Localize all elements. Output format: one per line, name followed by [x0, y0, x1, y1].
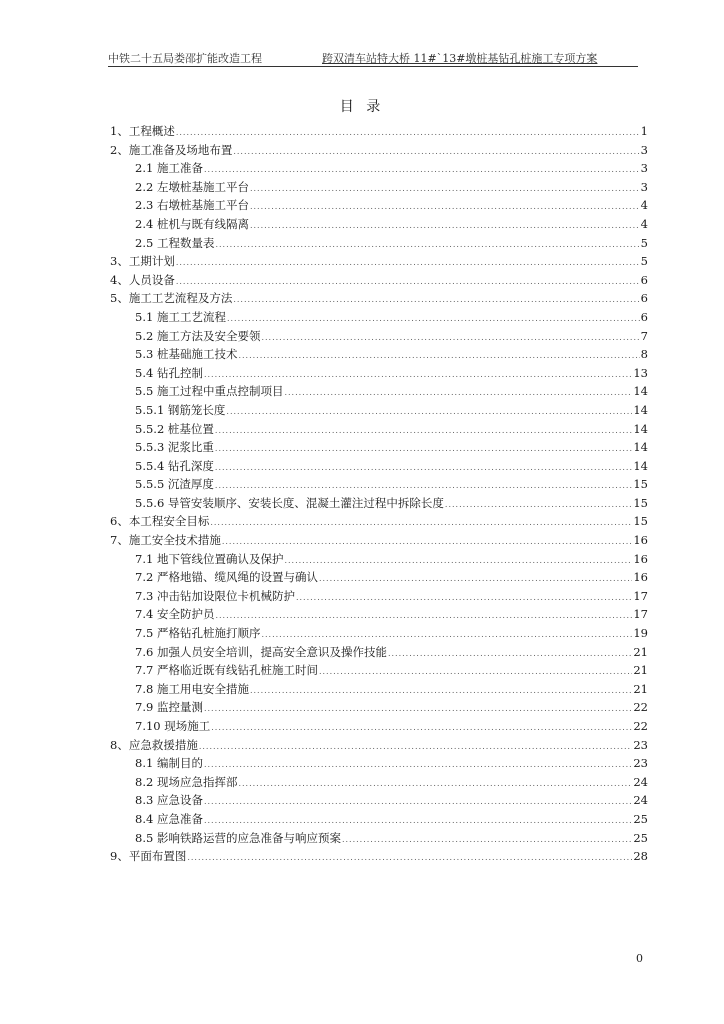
- toc-entry-label: 5、施工工艺流程及方法: [110, 291, 233, 306]
- toc-entry-label: 2.1 施工准备: [135, 161, 203, 176]
- toc-entry-label: 7.4 安全防护员: [135, 607, 215, 622]
- toc-entry[interactable]: [110, 737, 648, 756]
- toc-entry-label: 4、人员设备: [110, 272, 175, 287]
- toc-entry-page-number: 3: [640, 179, 648, 194]
- toc-subentry[interactable]: [110, 644, 648, 663]
- toc-subentry[interactable]: [110, 718, 648, 737]
- toc-entry-label: 8.3 应急设备: [135, 793, 203, 808]
- toc-entry-label: 7、施工安全技术措施: [110, 533, 221, 548]
- toc-entry-label: 5.4 钻孔控制: [135, 365, 203, 380]
- toc-entry-page-number: 21: [633, 663, 648, 678]
- toc-entry-label: 6、本工程安全目标: [110, 514, 210, 529]
- toc-subentry[interactable]: [110, 160, 648, 179]
- toc-subentry[interactable]: [110, 346, 648, 365]
- toc-subentry[interactable]: [110, 662, 648, 681]
- toc-subentry[interactable]: [110, 681, 648, 700]
- toc-entry-label: 3、工期计划: [110, 254, 175, 269]
- toc-subentry[interactable]: [110, 235, 648, 254]
- toc-entry-label: 8.4 应急准备: [135, 811, 203, 826]
- dot-leader: [261, 630, 632, 639]
- toc-subentry[interactable]: [110, 606, 648, 625]
- toc-entry-label: 8.5 影响铁路运营的应急准备与响应预案: [135, 830, 341, 845]
- dot-leader: [176, 258, 640, 267]
- table-of-contents: [110, 123, 648, 867]
- toc-subentry[interactable]: [110, 328, 648, 347]
- toc-entry-page-number: 7: [640, 328, 648, 343]
- dot-leader: [204, 165, 640, 174]
- toc-entry-page-number: 19: [633, 626, 648, 641]
- toc-entry-page-number: 21: [633, 681, 648, 696]
- header-project-name: 中铁二十五局娄邵扩能改造工程: [108, 52, 262, 65]
- toc-entry-page-number: 3: [640, 161, 648, 176]
- toc-entry-label: 7.1 地下管线位置确认及保护: [135, 551, 284, 566]
- toc-entry-label: 5.5.6 导管安装顺序、安装长度、混凝土灌注过程中拆除长度: [135, 495, 444, 510]
- toc-entry-page-number: 6: [640, 309, 648, 324]
- toc-entry-page-number: 23: [633, 756, 648, 771]
- toc-subentry[interactable]: [110, 365, 648, 384]
- toc-subentry[interactable]: [110, 197, 648, 216]
- toc-subentry[interactable]: [110, 792, 648, 811]
- dot-leader: [284, 556, 632, 565]
- toc-entry-page-number: 15: [633, 477, 648, 492]
- toc-entry-label: 7.9 监控量测: [135, 700, 203, 715]
- toc-entry-label: 5.5.5 沉渣厚度: [135, 477, 214, 492]
- dot-leader: [233, 147, 639, 156]
- toc-entry[interactable]: [110, 290, 648, 309]
- dot-leader: [445, 500, 632, 509]
- toc-entry-label: 5.2 施工方法及安全要领: [135, 328, 261, 343]
- toc-entry[interactable]: [110, 272, 648, 291]
- toc-entry-label: 7.8 施工用电安全措施: [135, 681, 249, 696]
- toc-entry-label: 8.2 现场应急指挥部: [135, 774, 238, 789]
- toc-entry[interactable]: [110, 142, 648, 161]
- toc-entry-page-number: 6: [640, 272, 648, 287]
- toc-subentry[interactable]: [110, 383, 648, 402]
- toc-entry-label: 7.6 加强人员安全培训，提高安全意识及操作技能: [135, 644, 387, 659]
- toc-entry-page-number: 4: [640, 216, 648, 231]
- toc-entry-label: 8、应急救援措施: [110, 737, 198, 752]
- toc-entry-page-number: 13: [633, 365, 648, 380]
- toc-subentry[interactable]: [110, 699, 648, 718]
- toc-subentry[interactable]: [110, 625, 648, 644]
- toc-entry-label: 7.7 严格临近既有线钻孔桩施工时间: [135, 663, 318, 678]
- toc-entry-page-number: 25: [633, 830, 648, 845]
- dot-leader: [215, 481, 632, 490]
- toc-entry-label: 2.3 右墩桩基施工平台: [135, 198, 249, 213]
- toc-entry-page-number: 1: [640, 124, 648, 138]
- toc-entry-page-number: 15: [633, 514, 648, 529]
- dot-leader: [187, 853, 632, 862]
- header-document-name: 跨双清车站特大桥 11#`13#墩桩基钻孔桩施工专项方案: [322, 52, 598, 65]
- toc-subentry[interactable]: [110, 439, 648, 458]
- dot-leader: [215, 611, 632, 620]
- toc-entry-label: 5.1 施工工艺流程: [135, 309, 226, 324]
- dot-leader: [261, 333, 639, 342]
- toc-entry-page-number: 17: [633, 588, 648, 603]
- toc-entry-label: 7.10 现场施工: [135, 719, 211, 733]
- dot-leader: [250, 221, 640, 230]
- dot-leader: [319, 667, 632, 676]
- toc-subentry[interactable]: [110, 830, 648, 849]
- toc-entry-page-number: 8: [640, 347, 648, 362]
- toc-subentry[interactable]: [110, 179, 648, 198]
- toc-subentry[interactable]: [110, 216, 648, 235]
- dot-leader: [204, 760, 632, 769]
- toc-entry-page-number: 22: [633, 700, 648, 715]
- toc-entry-page-number: 14: [633, 440, 648, 455]
- toc-entry-page-number: 16: [633, 533, 648, 548]
- dot-leader: [319, 574, 632, 583]
- dot-leader: [176, 277, 640, 286]
- toc-entry-label: 5.5.1 钢筋笼长度: [135, 402, 226, 417]
- toc-entry[interactable]: [110, 532, 648, 551]
- dot-leader: [238, 351, 639, 360]
- dot-leader: [204, 797, 632, 806]
- toc-subentry[interactable]: [110, 421, 648, 440]
- toc-entry-page-number: 3: [640, 142, 648, 157]
- toc-entry[interactable]: [110, 123, 648, 142]
- dot-leader: [204, 816, 632, 825]
- toc-entry-page-number: 14: [633, 458, 648, 473]
- dot-leader: [222, 537, 633, 546]
- toc-entry-page-number: 14: [633, 384, 648, 399]
- toc-entry-label: 5.5.2 桩基位置: [135, 421, 214, 436]
- toc-entry-label: 7.5 严格钻孔桩施打顺序: [135, 626, 261, 641]
- dot-leader: [388, 649, 632, 658]
- toc-entry-page-number: 24: [633, 793, 648, 808]
- toc-entry-page-number: 21: [633, 644, 648, 659]
- page-number: 0: [636, 952, 643, 965]
- toc-entry-page-number: 14: [633, 421, 648, 436]
- toc-entry-label: 2.4 桩机与既有线隔离: [135, 216, 249, 231]
- toc-entry-label: 2、施工准备及场地布置: [110, 142, 233, 157]
- toc-entry-label: 9、平面布置图: [110, 849, 187, 864]
- page-header: [108, 48, 638, 67]
- toc-entry-page-number: 5: [640, 254, 648, 269]
- toc-subentry[interactable]: [110, 476, 648, 495]
- toc-entry[interactable]: [110, 253, 648, 272]
- toc-entry-label: 2.2 左墩桩基施工平台: [135, 179, 249, 194]
- toc-entry-label: 1、工程概述: [110, 124, 175, 138]
- dot-leader: [204, 370, 632, 379]
- toc-entry-page-number: 6: [640, 291, 648, 306]
- toc-subentry[interactable]: [110, 458, 648, 477]
- toc-entry-page-number: 16: [633, 570, 648, 585]
- dot-leader: [211, 723, 632, 732]
- dot-leader: [238, 779, 632, 788]
- toc-entry-page-number: 23: [633, 737, 648, 752]
- dot-leader: [199, 742, 633, 751]
- toc-title: 目 录: [339, 99, 385, 115]
- toc-subentry[interactable]: [110, 569, 648, 588]
- toc-entry-label: 5.5.3 泥浆比重: [135, 440, 214, 455]
- toc-entry-label: 5.5.4 钻孔深度: [135, 458, 214, 473]
- dot-leader: [226, 407, 632, 416]
- toc-subentry[interactable]: [110, 588, 648, 607]
- dot-leader: [215, 444, 632, 453]
- toc-entry-page-number: 5: [640, 235, 648, 250]
- toc-subentry[interactable]: [110, 774, 648, 793]
- toc-subentry[interactable]: [110, 551, 648, 570]
- dot-leader: [284, 388, 632, 397]
- toc-entry-page-number: 17: [633, 607, 648, 622]
- dot-leader: [233, 295, 639, 304]
- toc-entry-page-number: 15: [633, 495, 648, 510]
- toc-entry-label: 7.2 严格地锚、缆风绳的设置与确认: [135, 570, 318, 585]
- dot-leader: [250, 686, 632, 695]
- dot-leader: [210, 518, 632, 527]
- toc-entry-page-number: 28: [633, 849, 648, 864]
- dot-leader: [250, 184, 640, 193]
- toc-entry-page-number: 22: [633, 719, 648, 733]
- toc-entry-page-number: 14: [633, 402, 648, 417]
- toc-subentry[interactable]: [110, 309, 648, 328]
- toc-entry-page-number: 24: [633, 774, 648, 789]
- dot-leader: [215, 240, 639, 249]
- dot-leader: [250, 202, 640, 211]
- toc-subentry[interactable]: [110, 811, 648, 830]
- toc-entry-label: 8.1 编制目的: [135, 756, 203, 771]
- toc-entry-label: 5.5 施工过程中重点控制项目: [135, 384, 284, 399]
- toc-entry-label: 2.5 工程数量表: [135, 235, 215, 250]
- toc-subentry[interactable]: [110, 755, 648, 774]
- toc-entry-label: 5.3 桩基础施工技术: [135, 347, 238, 362]
- toc-entry-label: 7.3 冲击钻加设限位卡机械防护: [135, 588, 295, 603]
- dot-leader: [296, 593, 632, 602]
- toc-entry-page-number: 25: [633, 811, 648, 826]
- toc-entry[interactable]: [110, 848, 648, 867]
- dot-leader: [204, 704, 632, 713]
- dot-leader: [227, 314, 640, 323]
- dot-leader: [215, 463, 632, 472]
- toc-entry[interactable]: [110, 513, 648, 532]
- toc-entry-page-number: 4: [640, 198, 648, 213]
- toc-subentry[interactable]: [110, 495, 648, 514]
- toc-subentry[interactable]: [110, 402, 648, 421]
- toc-entry-page-number: 16: [633, 551, 648, 566]
- dot-leader: [342, 835, 632, 844]
- dot-leader: [176, 128, 640, 137]
- dot-leader: [215, 426, 632, 435]
